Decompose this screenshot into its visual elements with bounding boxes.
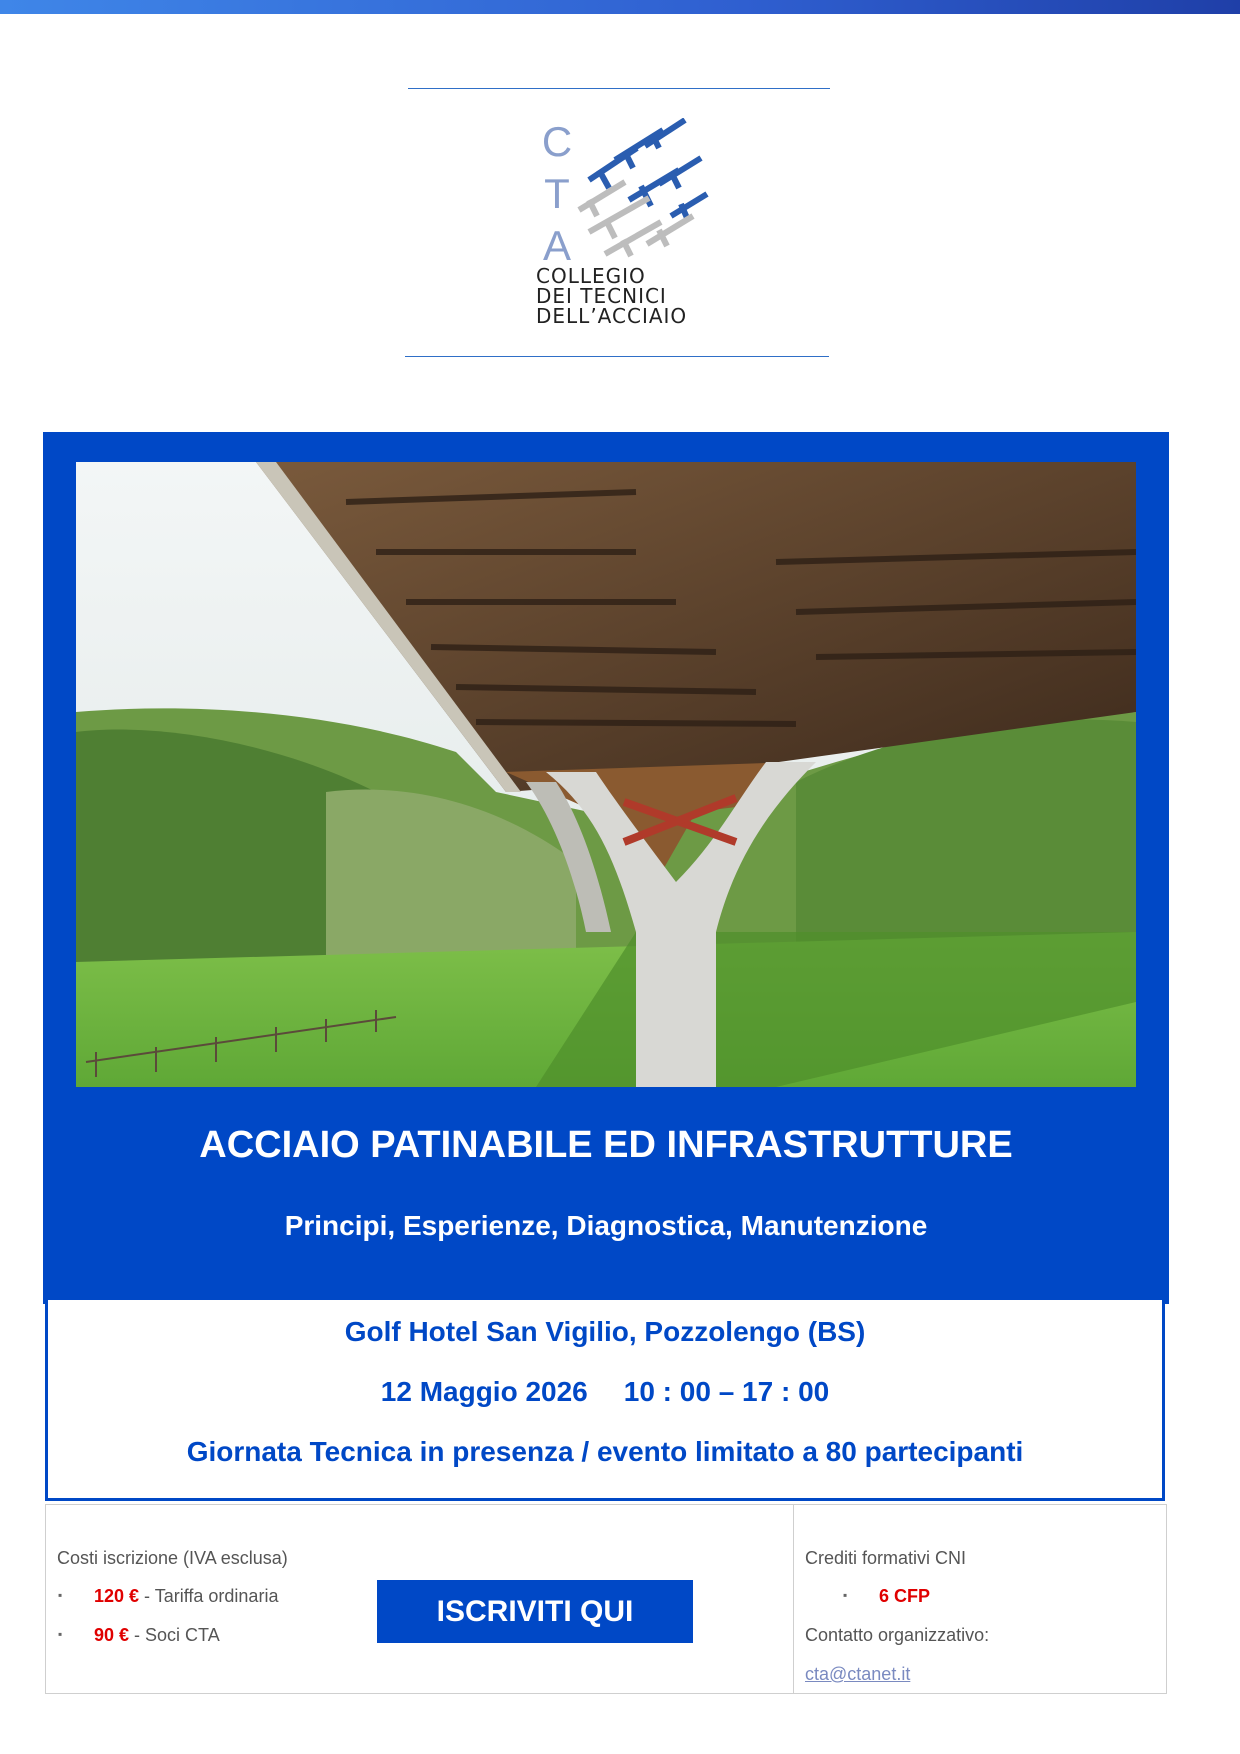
- registration-footer: [45, 1504, 1167, 1694]
- logo-letters: [537, 116, 577, 272]
- fee-label-members: - Soci CTA: [129, 1625, 220, 1645]
- bullet-icon: ▪: [843, 1588, 848, 1602]
- credits-heading: Crediti formativi CNI: [805, 1548, 967, 1568]
- footer-divider: [793, 1505, 794, 1693]
- event-datetime: [48, 1374, 1162, 1410]
- fee-item-ordinary: [94, 1584, 278, 1608]
- cta-logo: [405, 88, 830, 358]
- contact-label: Contatto organizzativo:: [805, 1625, 990, 1645]
- credits-value: 6 CFP: [879, 1586, 931, 1606]
- register-button[interactable]: ISCRIVITI QUI: [377, 1580, 693, 1643]
- contact-email-link[interactable]: cta@ctanet.it: [805, 1664, 911, 1684]
- logo-top-rule: [408, 88, 830, 89]
- fee-item-members: [94, 1623, 220, 1647]
- logo-letter-c: C: [541, 118, 573, 165]
- logo-line-2: DEI TECNICI: [536, 284, 667, 308]
- event-date: 12 Maggio 2026: [380, 1376, 588, 1407]
- event-description: Giornata Tecnica in presenza / evento limitato a 80 partecipanti: [186, 1436, 1024, 1467]
- event-subtitle: Principi, Esperienze, Diagnostica, Manutenzione: [284, 1210, 928, 1241]
- event-info-box: [45, 1300, 1165, 1501]
- logo-wordmark: [536, 266, 736, 326]
- bullet-icon: ▪: [58, 1588, 63, 1602]
- fee-price-ordinary: 120 €: [94, 1586, 140, 1606]
- fees-heading: Costi iscrizione (IVA esclusa): [57, 1548, 288, 1568]
- logo-bottom-rule: [405, 356, 829, 357]
- logo-line-3: DELL’ACCIAIO: [536, 304, 688, 328]
- event-time: 10 : 00 – 17 : 00: [623, 1376, 830, 1407]
- logo-letter-a: A: [542, 222, 571, 269]
- event-venue: Golf Hotel San Vigilio, Pozzolengo (BS): [344, 1316, 866, 1347]
- top-accent-bar: [0, 0, 1240, 14]
- event-title: ACCIAIO PATINABILE ED INFRASTRUTTURE: [199, 1124, 1013, 1166]
- logo-line-1: COLLEGIO: [536, 264, 646, 288]
- fee-label-ordinary: - Tariffa ordinaria: [139, 1586, 279, 1606]
- logo-letter-t: T: [544, 170, 570, 217]
- bridge-photo: [76, 462, 1136, 1087]
- bullet-icon: ▪: [58, 1627, 63, 1641]
- fee-price-members: 90 €: [94, 1625, 130, 1645]
- steel-beams-logo-icon: [575, 118, 715, 258]
